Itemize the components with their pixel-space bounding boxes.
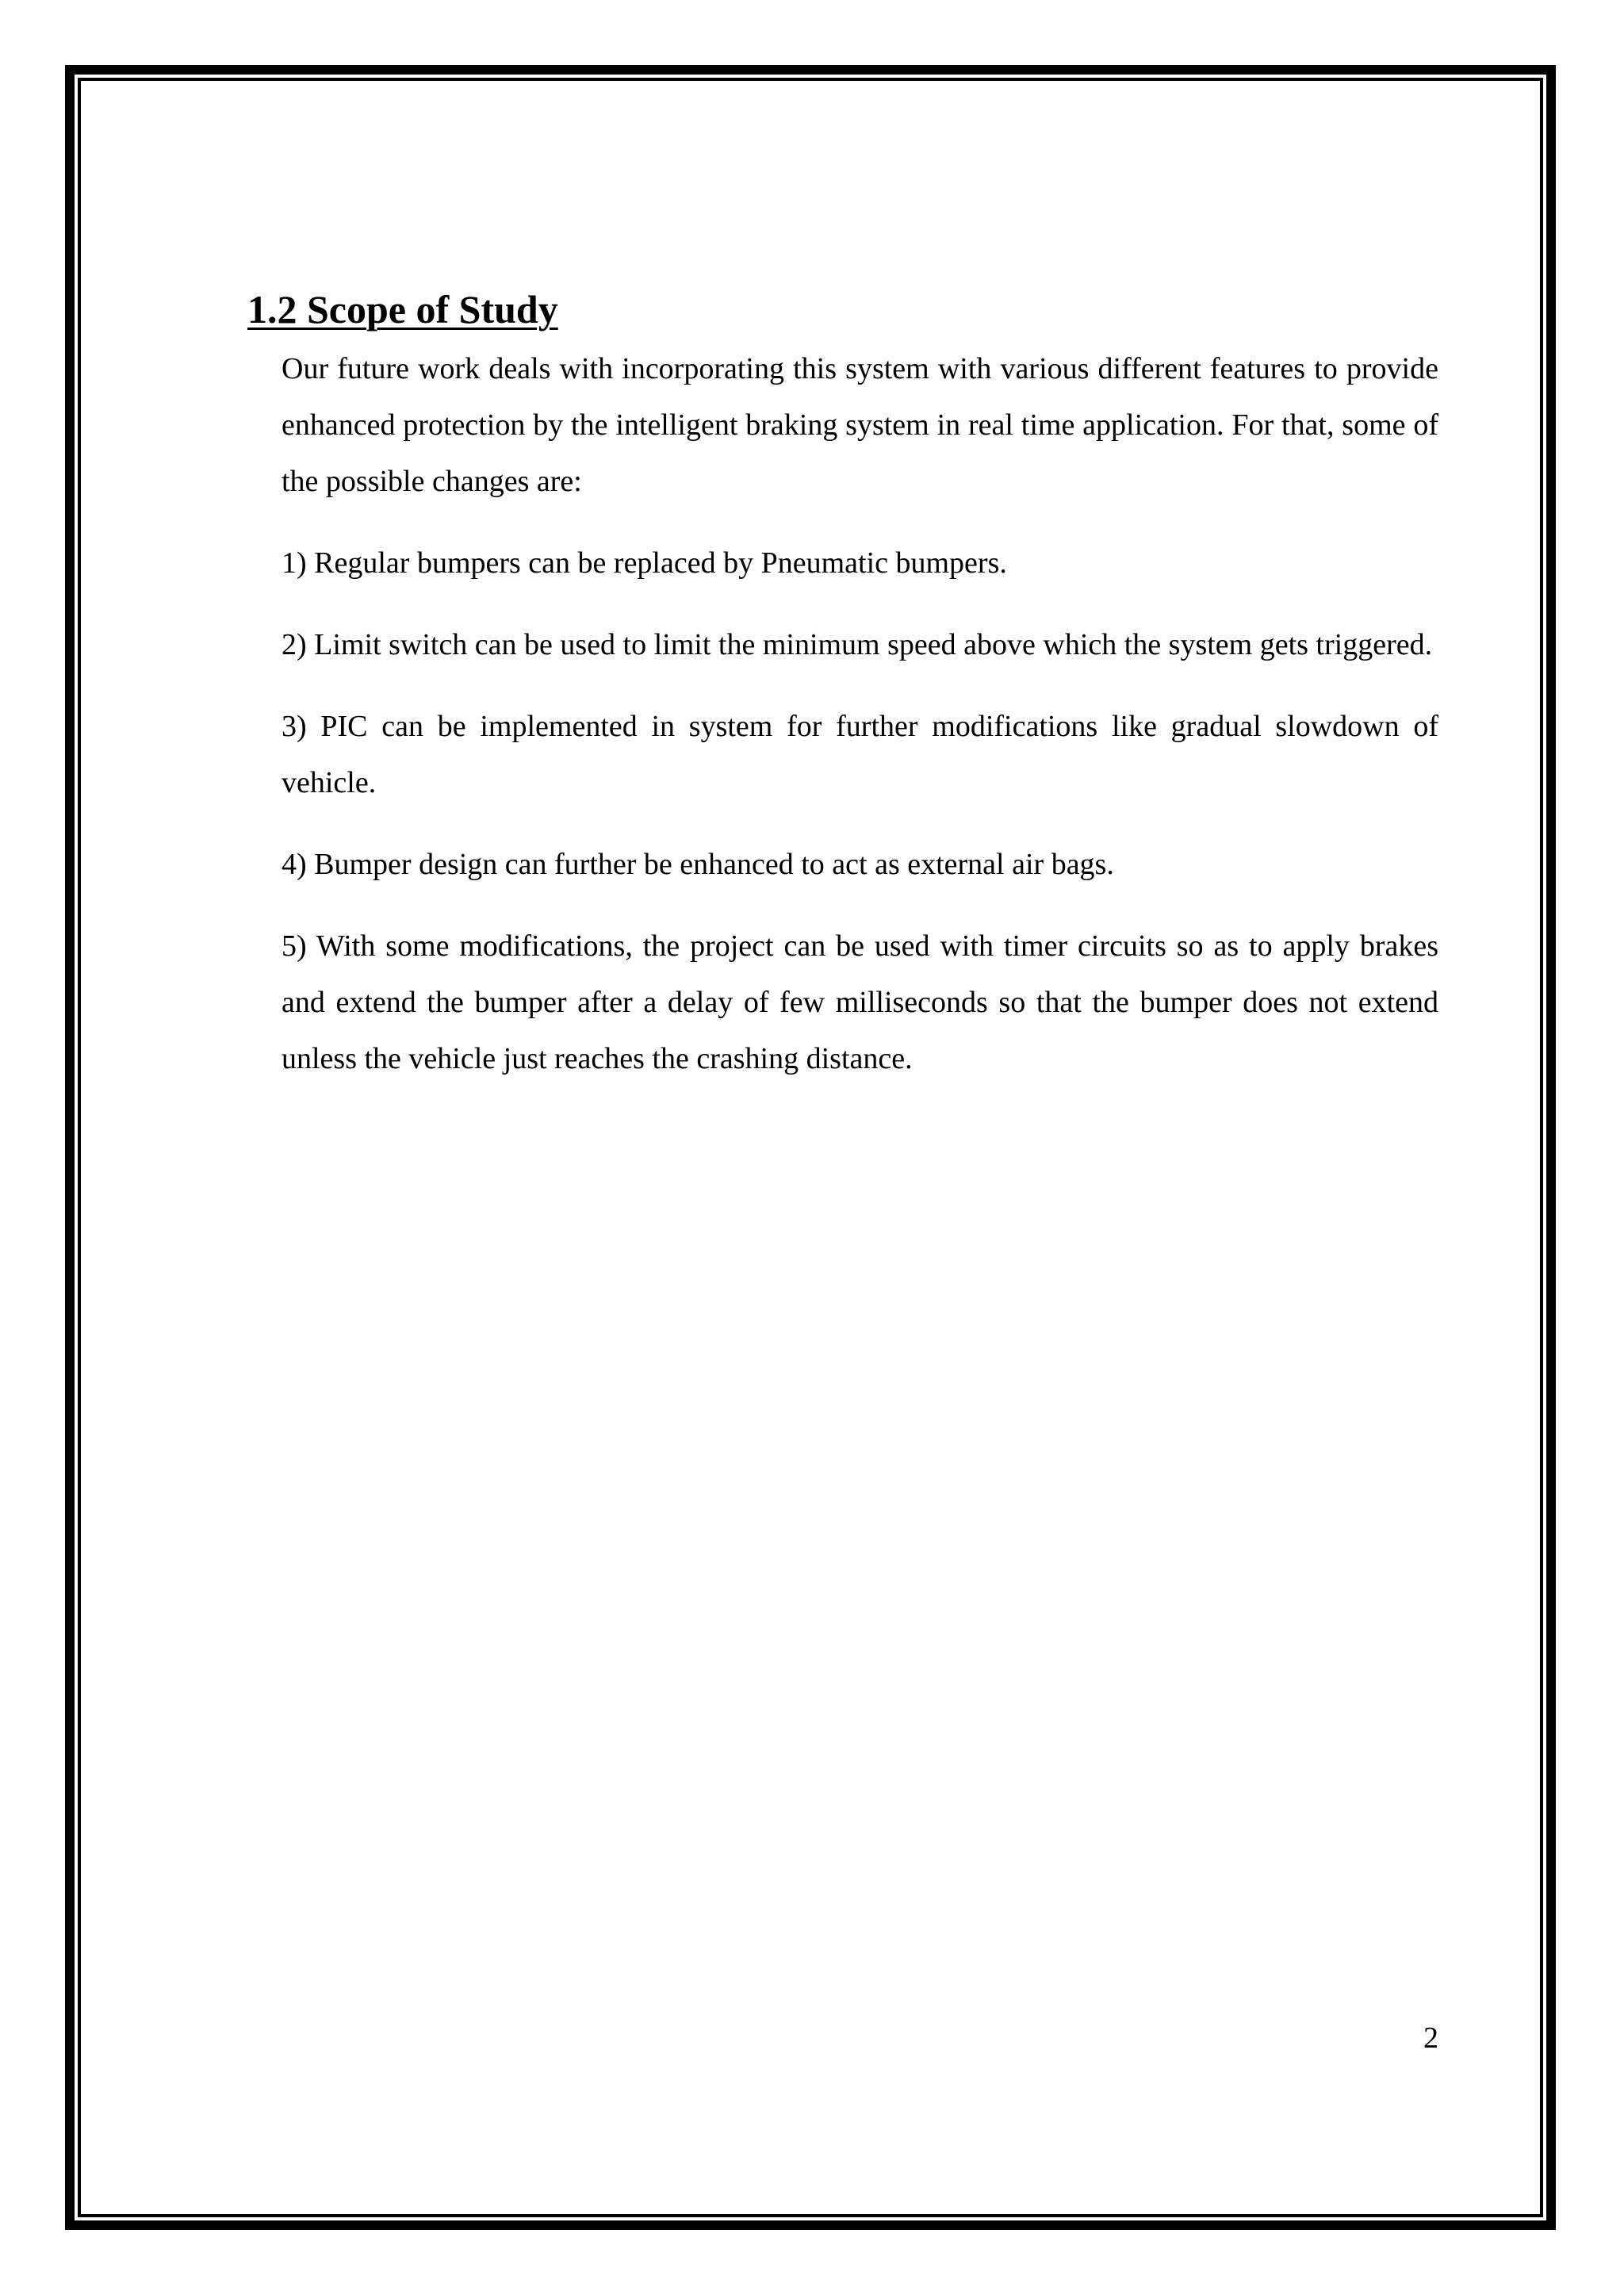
section-body	[282, 341, 1438, 1087]
list-item: 2) Limit switch can be used to limit the minimum speed above which the system gets triggered.	[282, 628, 1433, 661]
section-heading: 1.2 Scope of Study	[247, 287, 558, 331]
page-number: 2	[1423, 2021, 1438, 2055]
intro-paragraph: Our future work deals with incorporating this system with various different features to provide enhanced protection by the intelligent braking system in real time application. For that, some of the possible changes are:	[282, 352, 1438, 498]
list-item: 5) With some modifications, the project can be used with timer circuits so as to apply brakes and extend the bumper after a delay of few milliseconds so that the bumper does not extend unless the vehicle just reaches the crashing distance.	[282, 929, 1438, 1075]
page-content	[247, 284, 1438, 1113]
list-item: 4) Bumper design can further be enhanced to act as external air bags.	[282, 848, 1114, 881]
list-item: 3) PIC can be implemented in system for further modifications like gradual slowdown of vehicle.	[282, 710, 1438, 799]
list-item: 1) Regular bumpers can be replaced by Pneumatic bumpers.	[282, 546, 1007, 580]
